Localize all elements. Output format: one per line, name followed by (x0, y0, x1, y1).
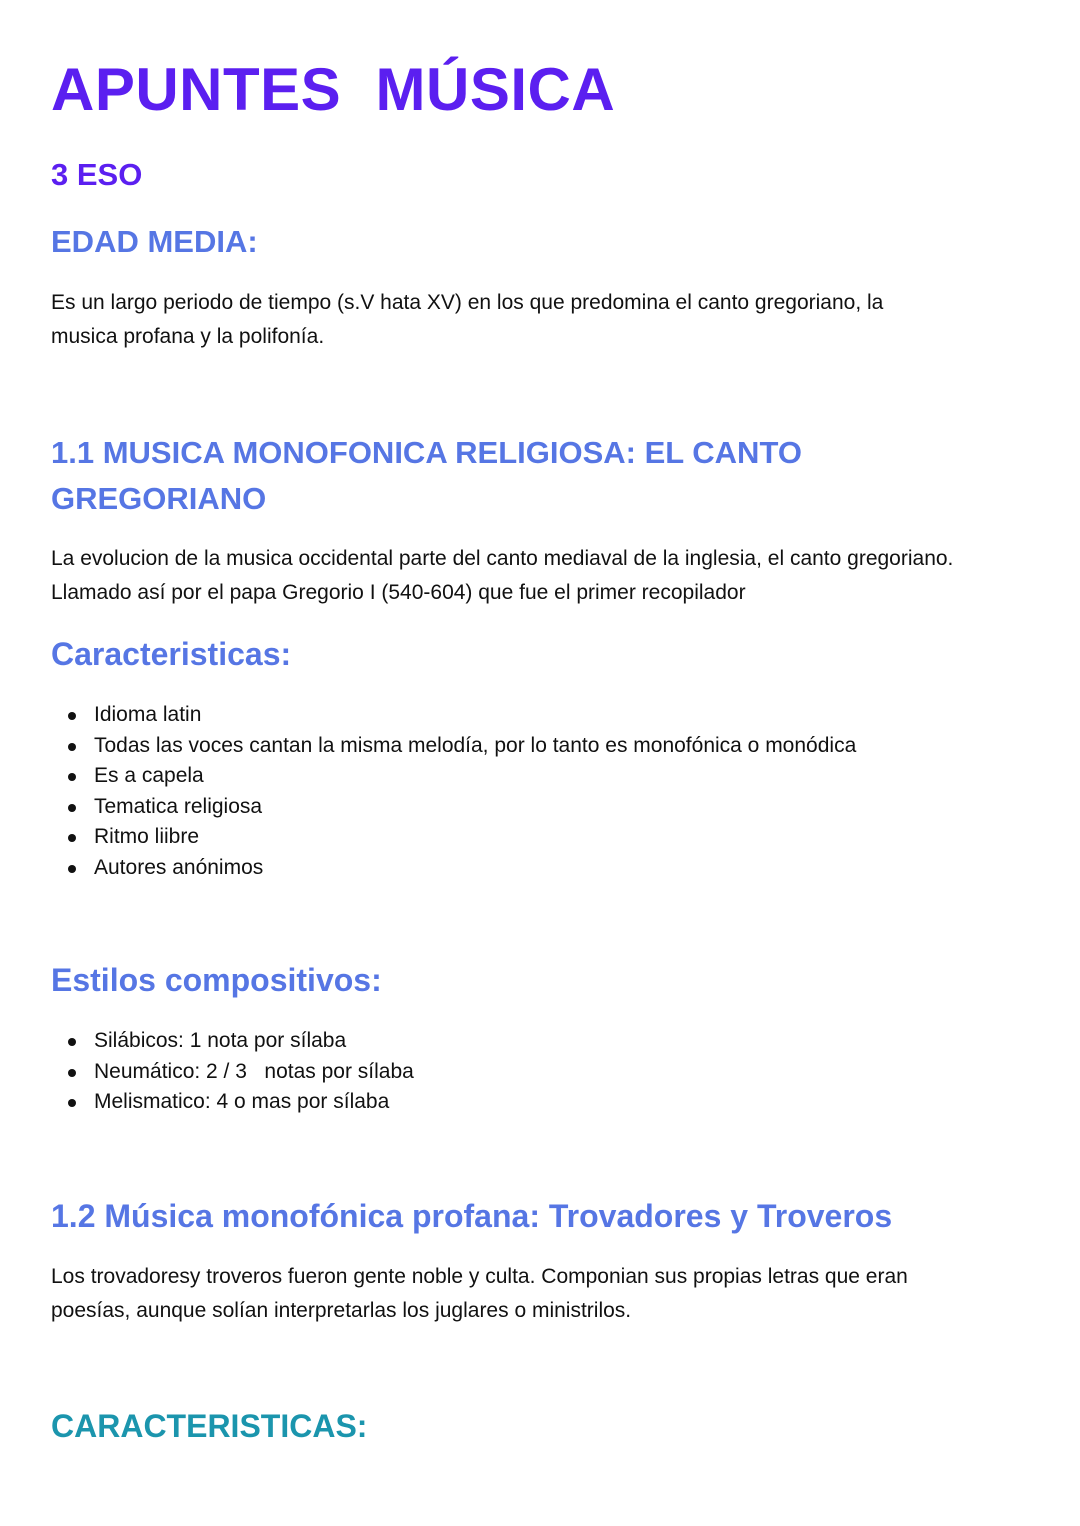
list-item (51, 853, 856, 884)
bullet-icon (68, 773, 76, 781)
bullet-icon (68, 804, 76, 812)
bullet-icon (68, 1069, 76, 1077)
heading-estilos-compositivos: Estilos compositivos: (51, 962, 382, 998)
paragraph-1-1-line-2: Llamado así por el papa Gregorio I (540-604) que fue el primer recopilador (51, 581, 746, 604)
list-item (51, 1026, 414, 1057)
list-item-text: Melismatico: 4 o mas por sílaba (94, 1090, 390, 1114)
bullet-icon (68, 712, 76, 720)
list-item (51, 731, 856, 762)
heading-caracteristicas: Caracteristicas: (51, 636, 292, 672)
list-item-text: Neumático: 2 / 3 notas por sílaba (94, 1059, 414, 1083)
list-item (51, 792, 856, 823)
paragraph-1-1-line-1: La evolucion de la musica occidental parte del canto mediaval de la inglesia, el canto gregoriano. (51, 547, 954, 570)
heading-1-1-line-1: 1.1 MUSICA MONOFONICA RELIGIOSA: EL CANTO (51, 435, 802, 470)
list-item-text: Ritmo liibre (94, 825, 200, 849)
list-item-text: Idioma latin (94, 703, 202, 726)
list-item-text: Es a capela (94, 764, 204, 788)
list-item-text: Todas las voces cantan la misma melodía, por lo tanto es monofónica o monódica (94, 733, 857, 757)
list-item (51, 822, 856, 853)
bullet-icon (68, 834, 76, 842)
heading-caracteristicas-2: CARACTERISTICAS: (51, 1408, 368, 1444)
page-title: APUNTES MÚSICA (51, 56, 616, 123)
list-item (51, 700, 856, 731)
list-item (51, 1057, 414, 1088)
list-item-text: Tematica religiosa (94, 794, 263, 818)
list-estilos (51, 1026, 414, 1118)
heading-edad-media: EDAD MEDIA: (51, 224, 258, 259)
list-item-text: Silábicos: 1 nota por sílaba (94, 1029, 347, 1052)
paragraph-1-2-line-2: poesías, aunque solían interpretarlas los juglares o ministrilos. (51, 1299, 632, 1322)
bullet-icon (68, 1038, 76, 1046)
list-item (51, 1087, 414, 1118)
list-item (51, 761, 856, 792)
bullet-icon (68, 743, 76, 751)
paragraph-edad-media-line-1: Es un largo periodo de tiempo (s.V hata XV) en los que predomina el canto gregoriano, la (51, 291, 884, 314)
list-caracteristicas (51, 700, 856, 884)
heading-1-2: 1.2 Música monofónica profana: Trovadores y Troveros (51, 1198, 893, 1234)
bullet-icon (68, 1099, 76, 1107)
list-item-text: Autores anónimos (94, 855, 264, 879)
paragraph-edad-media-line-2: musica profana y la polifonía. (51, 325, 325, 348)
page-subtitle: 3 ESO (51, 157, 143, 192)
bullet-icon (68, 865, 76, 873)
paragraph-1-2-line-1: Los trovadoresy troveros fueron gente noble y culta. Componian sus propias letras que eran (51, 1265, 908, 1288)
heading-1-1-line-2: GREGORIANO (51, 481, 267, 516)
